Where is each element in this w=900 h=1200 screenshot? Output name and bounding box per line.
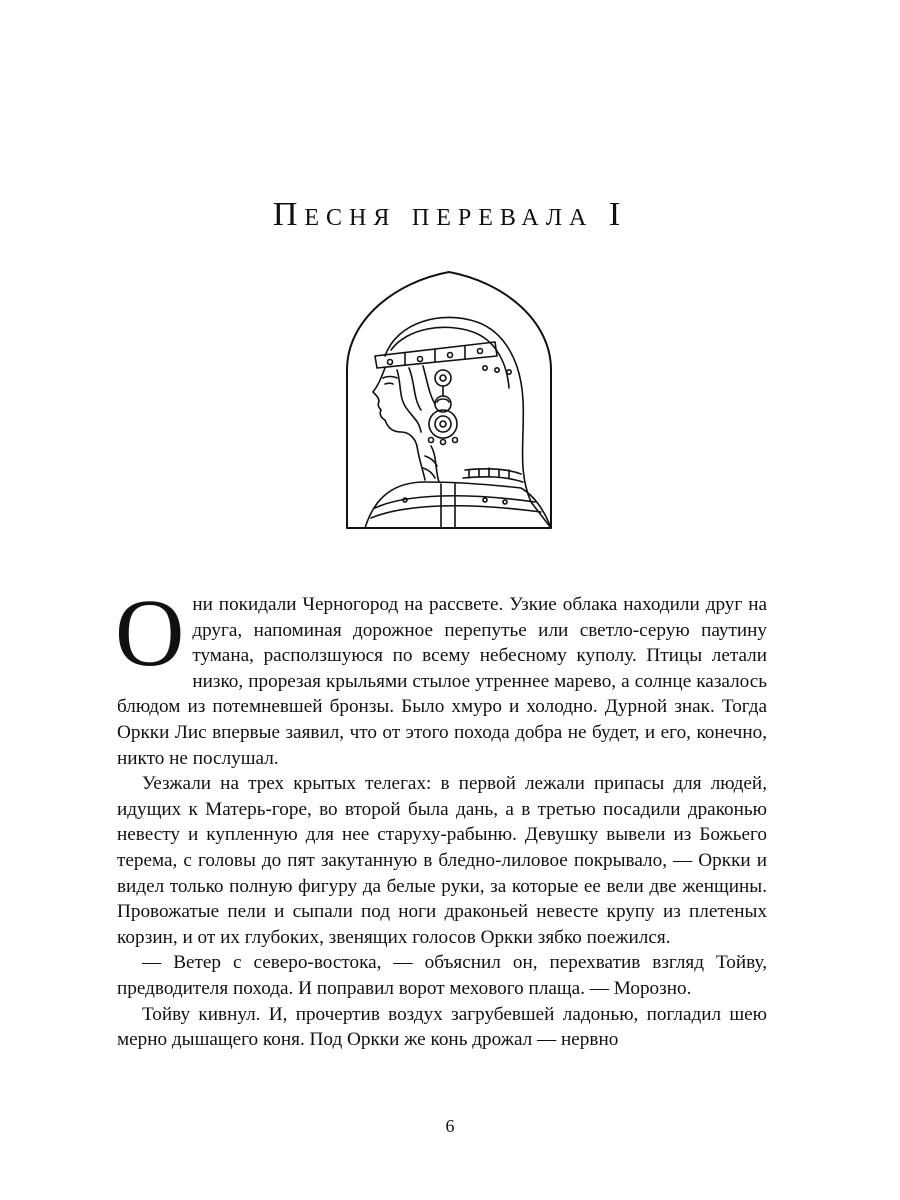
paragraph-1 [115, 579, 767, 771]
woman-portrait-arch-icon [345, 270, 553, 530]
chapter-body [115, 579, 767, 1053]
paragraph-2: Уезжали на трех крытых телегах: в первой лежали припасы для людей, идущих к Матерь-горе, во второй была дань, а в третью посадили драконью невесту и купленную для нее старуху-рабыню. Девушку вывели из Божьего терема, с головы до пят закутанную в бледно-лиловое покрывало, — Оркки и видел только полную фигуру да белые руки, за которые ее вели две женщины. Провожатые пели и сыпали под ноги драконьей невесте крупу из плетеных корзин, и от их глубоких, звенящих голосов Оркки зябко поежился. [117, 773, 767, 948]
paragraph-4: Тойву кивнул. И, прочертив воздух загрубевшей ладонью, погладил шею мерно дышащего коня. Под Оркки же конь дрожал — нервно [117, 1003, 767, 1051]
drop-cap: О [115, 579, 185, 686]
paragraph-3: — Ветер с северо-востока, — объяснил он, перехватив взгляд Тойву, предводителя похода. И поправил ворот мехового плаща. — Морозно. [117, 952, 767, 999]
page-number: 6 [445, 1116, 455, 1136]
chapter-title: Песня перевала I [272, 196, 628, 233]
chapter-illustration [345, 270, 553, 530]
paragraph-1-text: ни покидали Черногород на рассвете. Узкие облака находили друг на друга, напоминая дорожное перепутье или светло-серую паутину тумана, расползшуюся по всему небесному куполу. Птицы летали низко, прорезая крыльями стылое утреннее марево, а солнце казалось блюдом из потемневшей бронзы. Было хмуро и холодно. Дурной знак. Тогда Оркки Лис впервые заявил, что от этого похода добра не будет, и его, конечно, никто не послушал. [117, 594, 767, 769]
